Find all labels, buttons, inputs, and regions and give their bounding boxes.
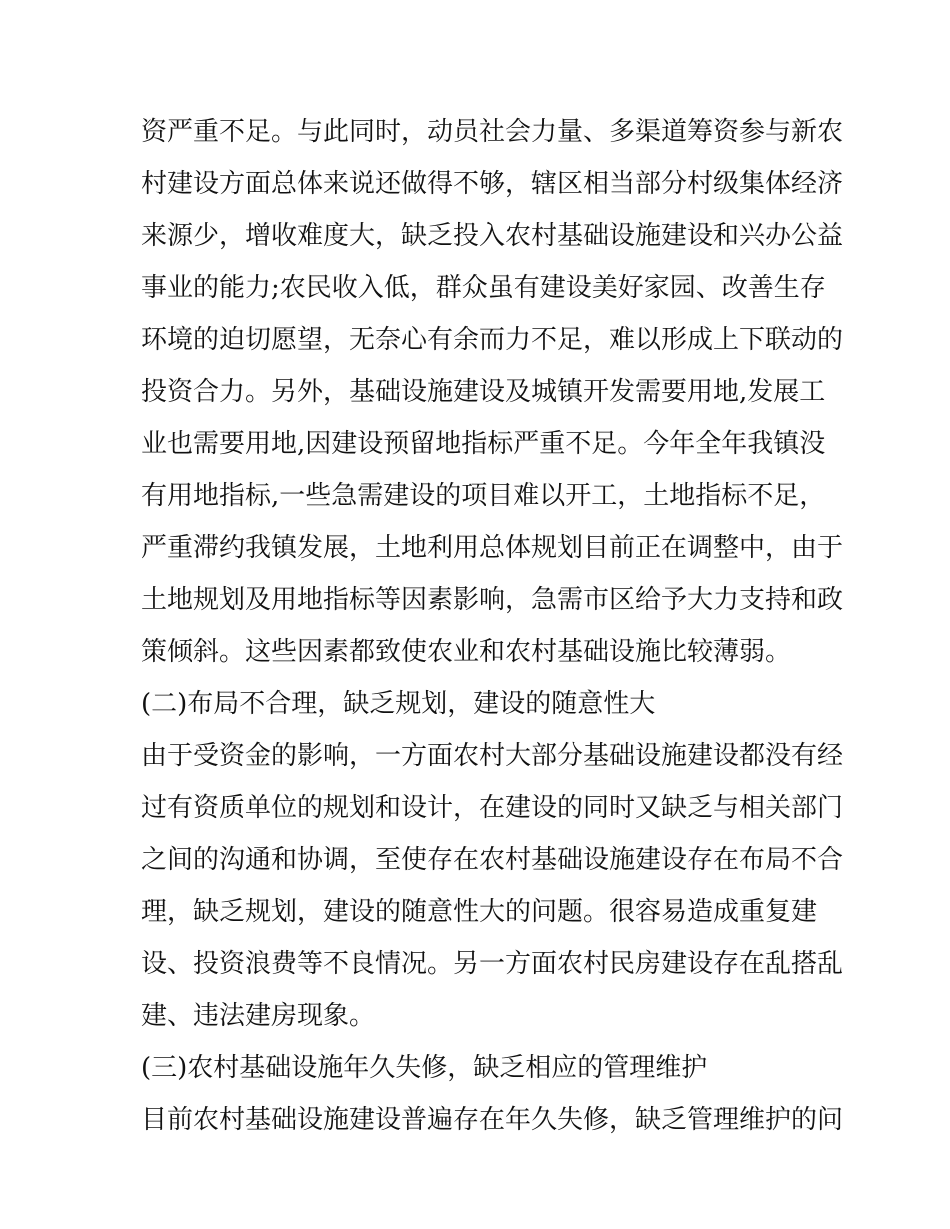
text-line: 理，缺乏规划，建设的随意性大的问题。很容易造成重复建 bbox=[141, 897, 818, 927]
text-line: 村建设方面总体来说还做得不够，辖区相当部分村级集体经济 bbox=[141, 169, 844, 199]
text-line: 过有资质单位的规划和设计，在建设的同时又缺乏与相关部门 bbox=[141, 793, 844, 823]
text-line: 业也需要用地,因建设预留地指标严重不足。今年全年我镇没 bbox=[141, 429, 826, 459]
text-line: 目前农村基础设施建设普遍存在年久失修，缺乏管理维护的问 bbox=[141, 1105, 844, 1135]
section-heading: (三)农村基础设施年久失修，缺乏相应的管理维护 bbox=[141, 1053, 708, 1083]
body-text bbox=[141, 106, 844, 1146]
text-line: 策倾斜。这些因素都致使农业和农村基础设施比较薄弱。 bbox=[141, 637, 792, 667]
text-line: 严重滞约我镇发展，土地利用总体规划目前正在调整中，由于 bbox=[141, 533, 844, 563]
text-line: 资严重不足。与此同时，动员社会力量、多渠道筹资参与新农 bbox=[141, 117, 844, 147]
text-line: 有用地指标,一些急需建设的项目难以开工，土地指标不足， bbox=[141, 481, 826, 511]
text-line: 土地规划及用地指标等因素影响，急需市区给予大力支持和政 bbox=[141, 585, 844, 615]
text-line: 投资合力。另外，基础设施建设及城镇开发需要用地,发展工 bbox=[141, 377, 826, 407]
text-line: 之间的沟通和协调，至使存在农村基础设施建设存在布局不合 bbox=[141, 845, 844, 875]
text-line: 设、投资浪费等不良情况。另一方面农村民房建设存在乱搭乱 bbox=[141, 949, 844, 979]
text-line: 环境的迫切愿望，无奈心有余而力不足，难以形成上下联动的 bbox=[141, 325, 844, 355]
text-line: 由于受资金的影响，一方面农村大部分基础设施建设都没有经 bbox=[141, 741, 844, 771]
text-line: 建、违法建房现象。 bbox=[141, 1001, 376, 1031]
text-line: 来源少，增收难度大，缺乏投入农村基础设施建设和兴办公益 bbox=[141, 221, 844, 251]
section-heading: (二)布局不合理，缺乏规划，建设的随意性大 bbox=[141, 689, 656, 719]
text-line: 事业的能力;农民收入低，群众虽有建设美好家园、改善生存 bbox=[141, 273, 826, 303]
